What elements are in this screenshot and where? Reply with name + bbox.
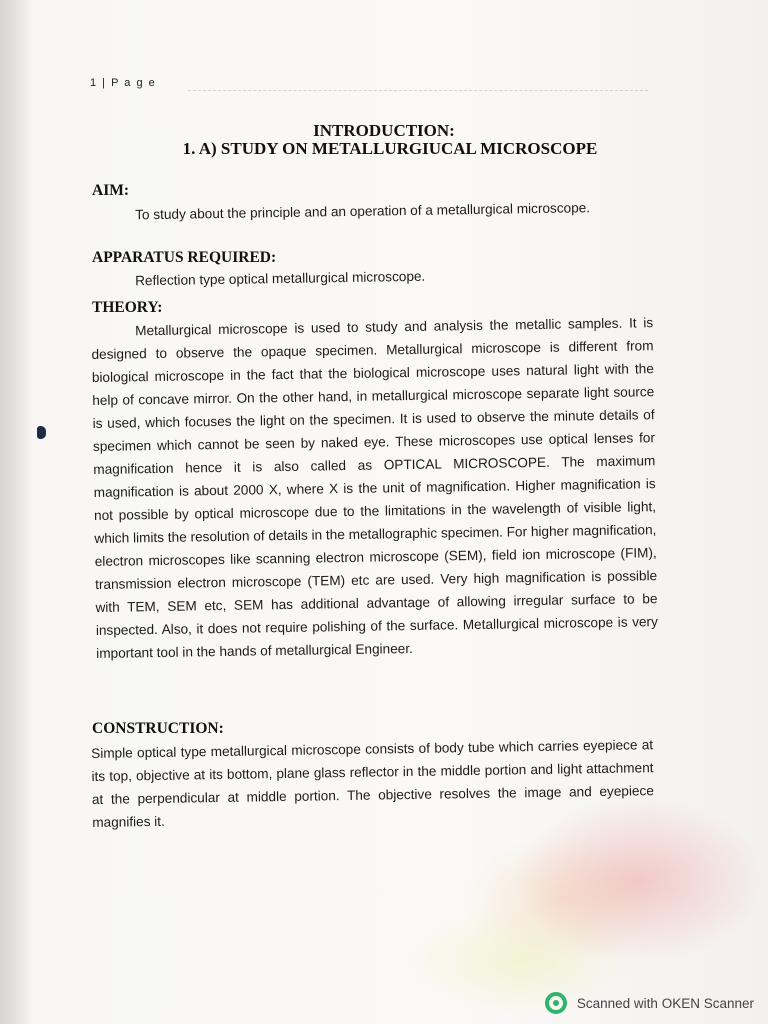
oken-scanner-icon	[545, 992, 567, 1014]
scanner-watermark	[545, 992, 754, 1014]
header-rule	[188, 90, 648, 92]
aim-heading: AIM:	[92, 182, 130, 199]
construction-heading: CONSTRUCTION:	[92, 720, 224, 737]
construction-body: Simple optical type metallurgical microscope consists of body tube which carries eyepiece at its top, objective at its bottom, plane glass reflector in the middle portion and light attachment at the perpendicular at middle portion. The objective resolves the image and eyepiece magnifies it.	[91, 737, 654, 830]
theory-heading: THEORY:	[92, 299, 163, 316]
document-title: INTRODUCTION:	[313, 121, 455, 140]
margin-mark	[37, 426, 46, 439]
aim-body: To study about the principle and an operation of a metallurgical microscope.	[135, 200, 591, 223]
apparatus-body: Reflection type optical metallurgical microscope.	[135, 268, 426, 289]
scanner-label: Scanned with OKEN Scanner	[576, 995, 754, 1011]
document-subtitle: 1. A) STUDY ON METALLURGIUCAL MICROSCOPE	[182, 139, 598, 158]
theory-body: Metallurgical microscope is used to study and analysis the metallic samples. It is designed to observe the opaque specimen. Metallurgical microscope is different from biological microscope in the fact that the biological microscope uses natural light with the help of concave mirror. On the other hand, in metallurgical microscope separate light source is used, which focuses the light on the specimen. It is used to observe the minute details of specimen which cannot be seen by naked eye. These microscopes use optical lenses for magnification hence it is also called as OPTICAL MICROSCOPE. The maximum magnification is about 2000 X, where X is the unit of magnification. Higher magnification is not possible by optical microscope due to the limitations in the wavelength of visible light, which limits the resolution of details in the metallographic specimen. For higher magnification, electron microscopes like scanning electron microscope (SEM), field ion microscope (FIM), transmission electron microscope (TEM) etc are used. Very high magnification is possible with TEM, SEM etc, SEM has additional advantage of allowing irregular surface to be inspected. Also, it does not require polishing of the surface. Metallurgical microscope is very important tool in the hands of metallurgical Engineer.	[91, 315, 658, 661]
page-number: 1 | P a g e	[90, 77, 157, 89]
apparatus-heading: APPARATUS REQUIRED:	[92, 249, 277, 266]
